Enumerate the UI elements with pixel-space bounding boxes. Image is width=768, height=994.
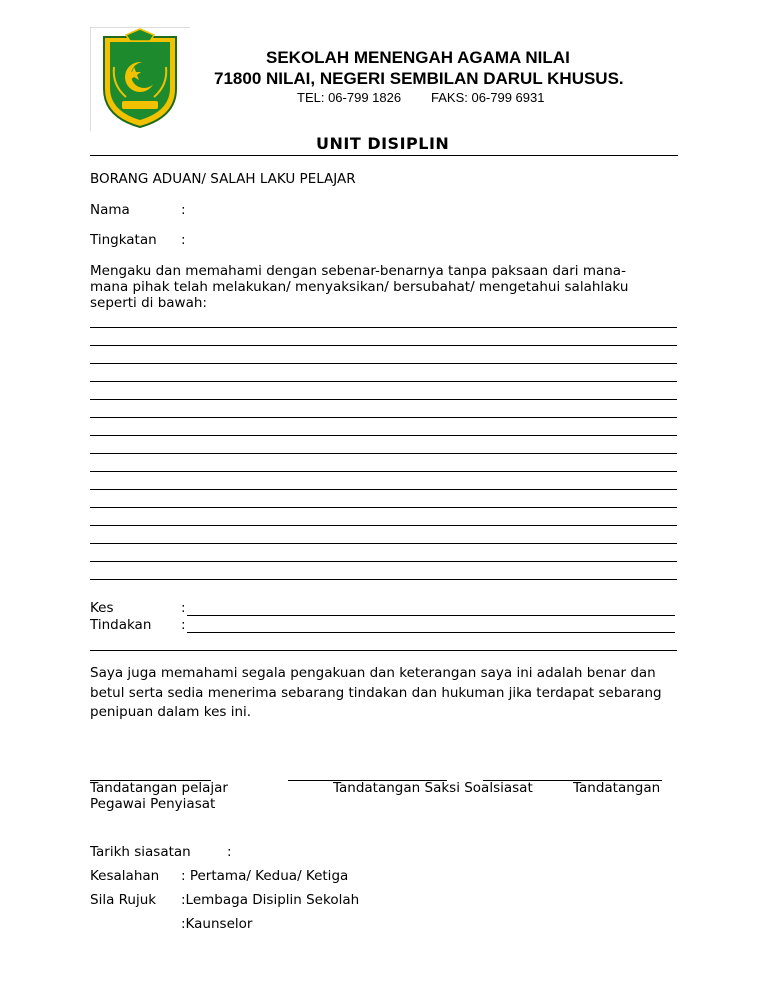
tindakan-field[interactable] <box>187 632 675 633</box>
tingkatan-colon: : <box>181 232 186 248</box>
writing-line[interactable] <box>90 327 677 328</box>
writing-line[interactable] <box>90 435 677 436</box>
tindakan-label: Tindakan <box>90 617 152 633</box>
writing-line[interactable] <box>90 381 677 382</box>
school-logo <box>90 27 190 131</box>
declaration-line-2: betul serta sedia menerima sebarang tindakan dan hukuman jika terdapat sebarang <box>90 685 662 701</box>
form-title: BORANG ADUAN/ SALAH LAKU PELAJAR <box>90 171 356 187</box>
writing-line[interactable] <box>90 543 677 544</box>
writing-line[interactable] <box>90 579 677 580</box>
header-divider <box>90 155 678 156</box>
fax: FAKS: 06-799 6931 <box>431 90 545 105</box>
signature-label-pegawai-a: Tandatangan <box>573 780 661 796</box>
school-address: 71800 NILAI, NEGERI SEMBILAN DARUL KHUSUS. <box>214 69 624 88</box>
tingkatan-label: Tingkatan <box>90 232 157 248</box>
tarikh-colon: : <box>227 844 232 860</box>
school-crest-icon <box>90 27 190 131</box>
writing-line[interactable] <box>90 489 677 490</box>
signature-label-pegawai-b: Pegawai Penyiasat <box>90 796 216 812</box>
kes-label: Kes <box>90 600 114 616</box>
kes-colon: : <box>181 600 186 616</box>
tindakan-field-extra[interactable] <box>90 650 677 651</box>
writing-line[interactable] <box>90 363 677 364</box>
rujuk-label: Sila Rujuk <box>90 892 157 908</box>
kesalahan-value: : Pertama/ Kedua/ Ketiga <box>181 868 349 884</box>
writing-line[interactable] <box>90 507 677 508</box>
statement-line-2: mana pihak telah melakukan/ menyaksikan/ bersubahat/ mengetahui salahlaku <box>90 279 629 295</box>
writing-line[interactable] <box>90 399 677 400</box>
tarikh-label: Tarikh siasatan <box>90 844 191 860</box>
telephone: TEL: 06-799 1826 <box>297 90 402 105</box>
kesalahan-label: Kesalahan <box>90 868 160 884</box>
signature-label-saksi: Tandatangan Saksi Soalsiasat <box>333 780 533 796</box>
statement-line-3: seperti di bawah: <box>90 295 207 311</box>
rujuk-value-1: :Lembaga Disiplin Sekolah <box>181 892 360 908</box>
declaration-line-1: Saya juga memahami segala pengakuan dan keterangan saya ini adalah benar dan <box>90 665 656 681</box>
tindakan-colon: : <box>181 617 186 633</box>
nama-label: Nama <box>90 202 130 218</box>
school-name: SEKOLAH MENENGAH AGAMA NILAI <box>266 48 570 67</box>
writing-line[interactable] <box>90 453 677 454</box>
writing-line[interactable] <box>90 471 677 472</box>
declaration-line-3: penipuan dalam kes ini. <box>90 704 252 720</box>
rujuk-value-2: :Kaunselor <box>181 916 253 932</box>
unit-title: UNIT DISIPLIN <box>316 134 450 153</box>
statement-line-1: Mengaku dan memahami dengan sebenar-benarnya tanpa paksaan dari mana- <box>90 263 626 279</box>
writing-line[interactable] <box>90 525 677 526</box>
kes-field[interactable] <box>187 615 675 616</box>
signature-label-pelajar: Tandatangan pelajar <box>90 780 228 796</box>
writing-line[interactable] <box>90 417 677 418</box>
writing-line[interactable] <box>90 561 677 562</box>
writing-line[interactable] <box>90 345 677 346</box>
nama-colon: : <box>181 202 186 218</box>
